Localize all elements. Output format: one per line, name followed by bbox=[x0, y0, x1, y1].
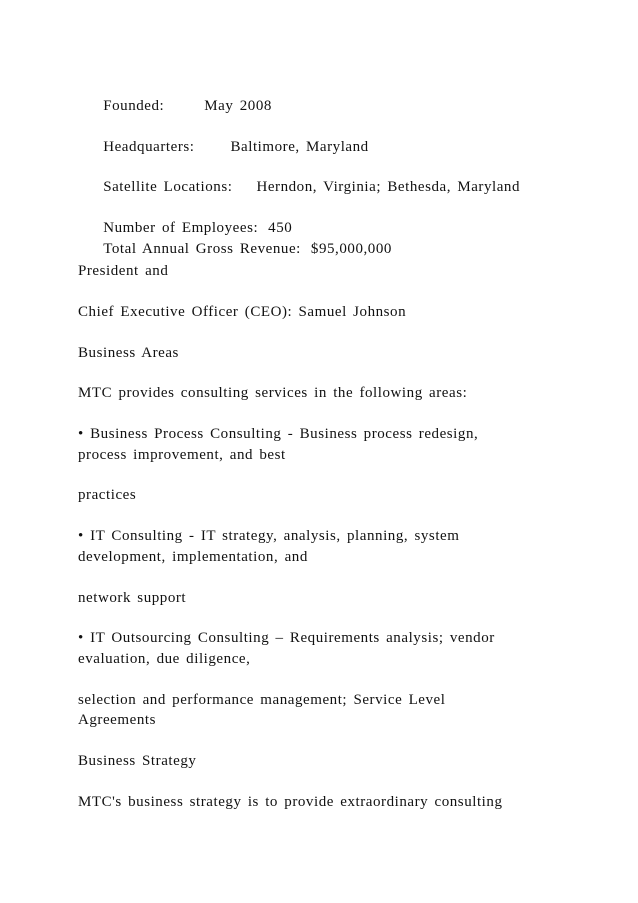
bullet-3-line-3: selection and performance management; Service Level bbox=[78, 692, 446, 708]
business-areas-heading: Business Areas bbox=[78, 345, 179, 361]
employees-label: Number of Employees: bbox=[103, 220, 259, 236]
satellite-locations-label: Satellite Locations: bbox=[103, 179, 233, 195]
bullet-2-line-2: development, implementation, and bbox=[78, 549, 308, 565]
revenue-value: $95,000,000 bbox=[310, 241, 392, 257]
bullet-2-line-3: network support bbox=[78, 590, 187, 606]
employees-value: 450 bbox=[268, 220, 293, 236]
headquarters-label: Headquarters: bbox=[103, 139, 195, 155]
headquarters-value: Baltimore, Maryland bbox=[230, 139, 369, 155]
bullet-1-line-1: • Business Process Consulting - Business process redesign, bbox=[78, 426, 479, 442]
founded-label: Founded: bbox=[103, 98, 165, 114]
bullet-3-line-1: • IT Outsourcing Consulting – Requirements analysis; vendor bbox=[78, 630, 495, 646]
bullet-3-line-2: evaluation, due diligence, bbox=[78, 651, 251, 667]
president-line: President and bbox=[78, 263, 169, 279]
revenue-label: Total Annual Gross Revenue: bbox=[103, 241, 301, 257]
business-areas-intro: MTC provides consulting services in the following areas: bbox=[78, 385, 468, 401]
bullet-2-line-1: • IT Consulting - IT strategy, analysis, planning, system bbox=[78, 528, 460, 544]
business-strategy-text: MTC's business strategy is to provide extraordinary consulting bbox=[78, 794, 503, 810]
bullet-3-line-4: Agreements bbox=[78, 712, 156, 728]
bullet-1-line-3: practices bbox=[78, 487, 137, 503]
bullet-1-line-2: process improvement, and best bbox=[78, 447, 286, 463]
founded-value: May 2008 bbox=[204, 98, 272, 114]
satellite-locations-value: Herndon, Virginia; Bethesda, Maryland bbox=[256, 179, 521, 195]
business-strategy-heading: Business Strategy bbox=[78, 753, 197, 769]
ceo-line: Chief Executive Officer (CEO): Samuel Johnson bbox=[78, 304, 407, 320]
